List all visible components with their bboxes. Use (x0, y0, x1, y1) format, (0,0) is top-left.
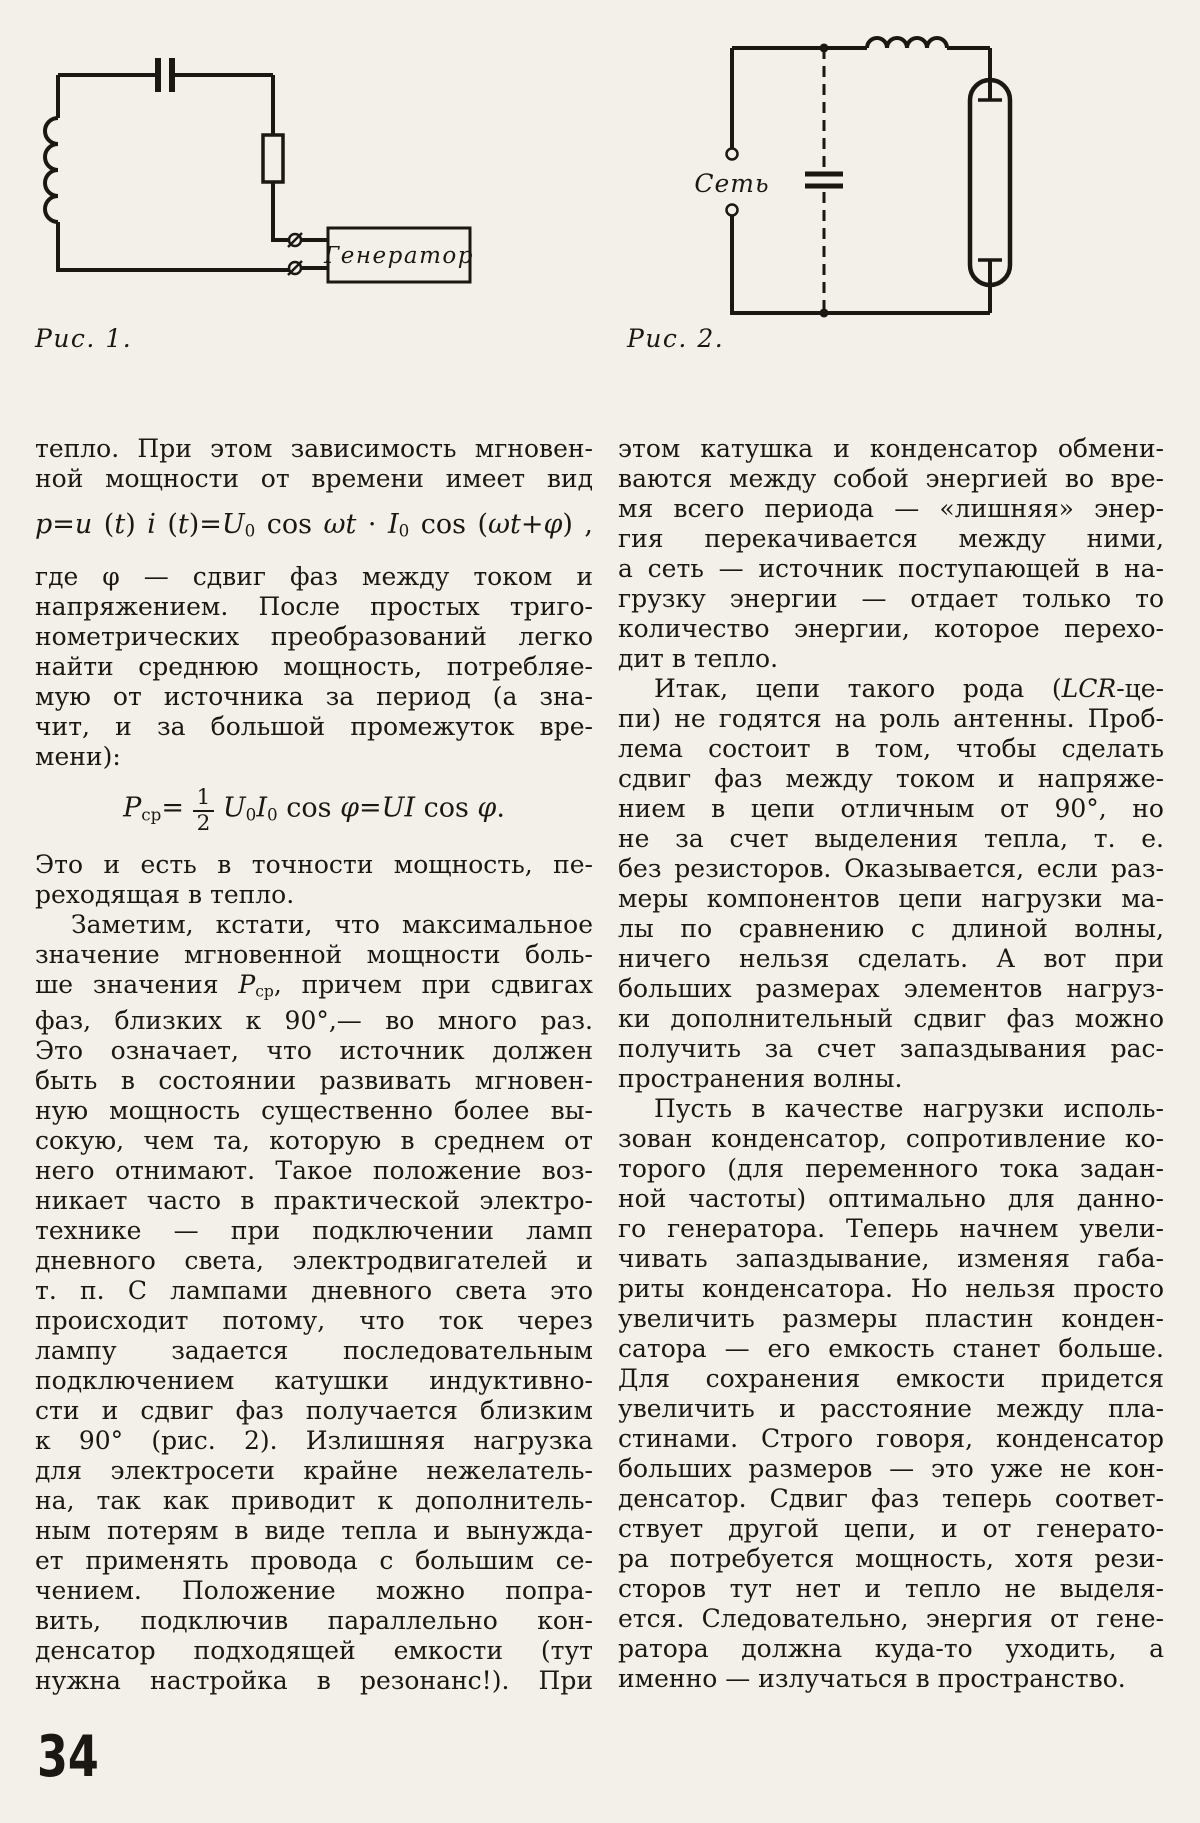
inductor-symbol (45, 118, 58, 222)
junction-dot (820, 44, 829, 53)
text-line: Заметим, кстати, что максимальное (71, 909, 593, 939)
text-line: ратора должна куда-то уходить, а (618, 1634, 1164, 1663)
text-line: без резисторов. Оказывается, если раз- (618, 854, 1164, 883)
text-line: быть в состоянии развивать мгновен- (35, 1066, 593, 1096)
wire (732, 216, 990, 313)
text-line: нужна настройка в резонанс!). При (35, 1666, 593, 1696)
junction-dot (820, 309, 829, 318)
text-line: количество энергии, которое перехо- (618, 614, 1164, 643)
text-line: стинами. Строго говоря, конденсатор (618, 1424, 1164, 1453)
text-line: не за счет выделения тепла, т. е. (618, 824, 1164, 853)
text-line: грузку энергии — отдает только то (618, 584, 1164, 613)
text-line: сти и сдвиг фаз получается близким (35, 1396, 593, 1426)
text-line: чением. Положение можно попра- (35, 1576, 593, 1606)
text-line: ную мощность существенно более вы- (35, 1096, 593, 1126)
text-line: т. п. С лампами дневного света это (35, 1276, 593, 1306)
text-line: тепло. При этом зависимость мгновен- (35, 434, 593, 463)
figure-2-caption: Рис. 2. (627, 324, 725, 353)
text-line: чит, и за большой промежуток вре- (35, 711, 593, 741)
text-line: торого (для переменного тока задан- (618, 1154, 1164, 1183)
resistor-symbol (263, 135, 283, 182)
text-line: подключением катушки индуктивно- (35, 1366, 593, 1396)
text-line: денсатор подходящей емкости (тут (35, 1636, 593, 1666)
text-line: сторов тут нет и тепло не выделя- (618, 1574, 1164, 1603)
figure-2-circuit-diagram (615, 15, 1035, 325)
generator-label: Генератор (324, 243, 474, 269)
text-line: дневного света, электродвигателей и (35, 1246, 593, 1276)
text-line: зован конденсатор, сопротивление ко- (618, 1124, 1164, 1153)
mains-terminal-icon (727, 149, 738, 160)
text-line: него отнимают. Такое положение воз- (35, 1156, 593, 1186)
capacitor-symbol (805, 174, 843, 186)
text-line: мую от источника за период (а зна- (35, 681, 593, 711)
text-line: найти среднюю мощность, потребляе- (35, 651, 593, 681)
text-line: вить, подключив параллельно кон- (35, 1606, 593, 1636)
text-line: гия перекачивается между ними, (618, 524, 1164, 553)
text-line: ной мощности от времени имеет вид (35, 464, 593, 493)
text-line: го генератора. Теперь начнем увели- (618, 1214, 1164, 1243)
text-line: больших размерах элементов нагруз- (618, 974, 1164, 1003)
text-line: Пусть в качестве нагрузки исполь- (654, 1094, 1164, 1123)
text-line: технике — при подключении ламп (35, 1216, 593, 1246)
text-line: денсатор. Сдвиг фаз теперь соответ- (618, 1484, 1164, 1513)
text-line: больших размеров — это уже не кон- (618, 1454, 1164, 1483)
text-line: мя всего периода — «лишняя» энер- (618, 494, 1164, 523)
inductor-symbol (867, 38, 947, 48)
text-line: Это и есть в точности мощность, пе- (35, 849, 593, 879)
text-line: риты конденсатора. Но нельзя просто (618, 1274, 1164, 1303)
text-line: дит в тепло. (618, 644, 779, 673)
text-line: реходящая в тепло. (35, 879, 295, 909)
text-line: этом катушка и конденсатор обмени- (618, 434, 1164, 463)
capacitor-symbol (158, 58, 172, 92)
text-line: ет применять провода с большим се- (35, 1546, 593, 1576)
text-line: увеличить и расстояние между пла- (618, 1394, 1164, 1423)
text-line: меры компонентов цепи нагрузки ма- (618, 884, 1164, 913)
text-line: увеличить размеры пластин конден- (618, 1304, 1164, 1333)
text-line: ным потерям в виде тепла и вынужда- (35, 1516, 593, 1546)
text-line: лы по сравнению с длиной волны, (618, 914, 1164, 943)
lamp-symbol (970, 80, 1010, 285)
text-line: ствует другой цепи, и от генерато- (618, 1514, 1164, 1543)
text-line: мени): (35, 741, 121, 771)
formula-line: Pср= $\frac{1}{2}$ U0I0 cos φ=UI cos φ. (123, 784, 505, 836)
text-line: именно — излучаться в пространство. (618, 1664, 1126, 1693)
text-line: пространения волны. (618, 1064, 903, 1093)
text-line: пи) не годятся на роль антенны. Проб- (618, 704, 1164, 733)
page-number: 34 (37, 1724, 99, 1790)
text-line: лампу задается последовательным (35, 1336, 593, 1366)
right-text-column (618, 434, 1164, 1694)
figure-1-circuit-diagram (25, 32, 475, 287)
fraction: $\frac{1}{2}$ (193, 787, 215, 835)
formula-line: p=u (t) i (t)=U0 cos ωt · I0 cos (ωt+φ) , (35, 509, 594, 541)
text-line: Для сохранения емкости придется (618, 1364, 1164, 1393)
text-line: никает часто в практической электро- (35, 1186, 593, 1216)
mains-label: Сеть (694, 169, 770, 198)
text-line: ваются между собой энергией во вре- (618, 464, 1164, 493)
text-line: ра потребуется мощность, хотя рези- (618, 1544, 1164, 1573)
text-line: на, так как приводит к дополнитель- (35, 1486, 593, 1516)
text-line: сдвиг фаз между током и напряже- (618, 764, 1164, 793)
text-line: фаз, близких к 90°,— во много раз. (35, 1006, 593, 1036)
text-line: ки дополнительный сдвиг фаз можно (618, 1004, 1164, 1033)
text-line: ется. Следовательно, энергия от гене- (618, 1604, 1164, 1633)
text-line: лема состоит в том, чтобы сделать (618, 734, 1164, 763)
text-line: чивать запаздывание, изменяя габа- (618, 1244, 1164, 1273)
text-line: сокую, чем та, которую в среднем от (35, 1126, 593, 1156)
text-line: ше значения Pср, причем при сдвигах (35, 969, 593, 1001)
text-line: происходит потому, что ток через (35, 1306, 593, 1336)
text-line: Итак, цепи такого рода (LCR-це- (654, 674, 1164, 703)
text-line: а сеть — источник поступающей в на- (618, 554, 1164, 583)
wire (58, 222, 289, 270)
text-line: ной частоты) оптимально для данно- (618, 1184, 1164, 1213)
text-line: значение мгновенной мощности боль- (35, 939, 593, 969)
text-line: ничего нельзя сделать. А вот при (618, 944, 1164, 973)
text-line: нометрических преобразований легко (35, 621, 593, 651)
text-line: Это означает, что источник должен (35, 1036, 593, 1066)
lamp-electrode (978, 100, 1002, 260)
text-line: нием в цепи отличным от 90°, но (618, 794, 1164, 823)
text-line: напряжением. После простых триго- (35, 591, 593, 621)
text-line: где φ — сдвиг фаз между током и (35, 561, 593, 591)
text-line: к 90° (рис. 2). Излишняя нагрузка (35, 1426, 593, 1456)
text-line: сатора — его емкость станет больше. (618, 1334, 1164, 1363)
mains-terminal-icon (727, 205, 738, 216)
left-text-column (35, 434, 593, 1696)
text-line: для электросети крайне нежелатель- (35, 1456, 593, 1486)
figure-1-caption: Рис. 1. (35, 324, 133, 353)
text-line: получить за счет запаздывания рас- (618, 1034, 1164, 1063)
